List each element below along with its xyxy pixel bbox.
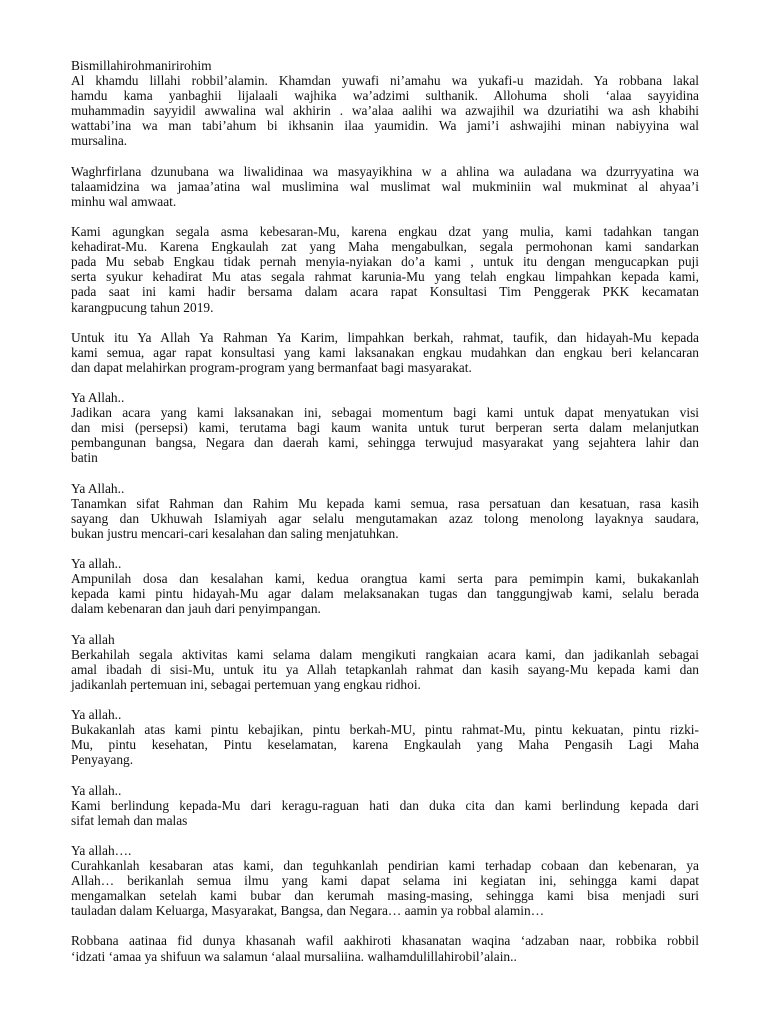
text-line: Penyayang.	[71, 752, 134, 768]
text-line: Kami berlindung kepada-Mu dari keragu-raguan hati dan duka cita dan kami berlindung kepada dari	[71, 797, 699, 813]
paragraph-gap	[71, 692, 699, 707]
text-line: Ya allah..	[71, 782, 122, 798]
text-line: Ya allah….	[71, 842, 132, 858]
text-line: talaamidzina wa jamaa’atina wal muslimina wal muslimat wal mukminiin wal mukminat al ahyaa’i	[71, 178, 699, 194]
text-line: hamdu kama yanbaghii lijalaali wajhika wa’adzimi sulthanik. Allohuma sholi ‘alaa sayyidina	[71, 88, 699, 104]
text-line: pada Mu sebab Engkau tidak pernah menyia-nyiakan do’a kami , untuk itu dengan mengucapkan puji	[71, 254, 699, 270]
paragraph-gap	[71, 149, 699, 164]
paragraph	[71, 58, 699, 149]
text-line: Ya allah	[71, 631, 115, 647]
text-line: Ya allah..	[71, 707, 122, 723]
text-line: Curahkanlah kesabaran atas kami, dan teguhkanlah pendirian kami terhadap cobaan dan kebenaran, ya	[71, 857, 699, 873]
text-line: Al khamdu lillahi robbil’alamin. Khamdan yuwafi ni’amahu wa yukafi-u mazidah. Ya robbana lakal	[71, 73, 699, 89]
document-page	[71, 58, 699, 964]
paragraph	[71, 783, 699, 828]
paragraph	[71, 843, 699, 918]
paragraph	[71, 556, 699, 616]
text-line: mursalina.	[71, 133, 128, 149]
text-line: ‘idzati ‘amaa ya shifuun wa salamun ‘alaal mursaliina. walhamdulillahirobil’alain..	[71, 948, 517, 964]
text-line: Ya Allah..	[71, 480, 125, 496]
text-line: Ya allah..	[71, 556, 122, 572]
paragraph	[71, 707, 699, 767]
text-line: Mu, pintu kesehatan, Pintu keselamatan, karena Engkaulah yang Maha Pengasih Lagi Maha	[71, 737, 699, 753]
paragraph	[71, 933, 699, 963]
paragraph	[71, 632, 699, 692]
paragraph-gap	[71, 209, 699, 224]
text-line: tauladan dalam Keluarga, Masyarakat, Bangsa, dan Negara… aamin ya robbal alamin…	[71, 903, 545, 919]
paragraph-gap	[71, 767, 699, 782]
paragraph-gap	[71, 918, 699, 933]
text-line: Kami agungkan segala asma kebesaran-Mu, karena engkau dzat yang mulia, kami tadahkan tangan	[71, 224, 699, 240]
text-line: batin	[71, 450, 98, 466]
text-line: bukan justru mencari-cari kesalahan dan saling menjatuhkan.	[71, 525, 399, 541]
text-line: sifat lemah dan malas	[71, 812, 188, 828]
text-line: Jadikan acara yang kami laksanakan ini, sebagai momentum bagi kami untuk dapat menyatukan visi	[71, 405, 699, 421]
text-line: muhammadin sayyidil awwalina wal akhirin . wa’alaa aalihi wa azwajihil wa dzuriatihi wa ash khabihi	[71, 103, 699, 119]
text-line: mengamalkan setelah kami bubar dan kerumah masing-masing, sehingga kami bisa menjadi suri	[71, 888, 699, 904]
paragraph-gap	[71, 541, 699, 556]
paragraph	[71, 330, 699, 375]
paragraph-gap	[71, 616, 699, 631]
text-line: serta syukur kehadirat Mu atas segala rahmat karunia-Mu yang telah engkau limpahkan kepada kami,	[71, 269, 699, 285]
text-line: Untuk itu Ya Allah Ya Rahman Ya Karim, limpahkan berkah, rahmat, taufik, dan hidayah-Mu kepada	[71, 329, 699, 345]
paragraph	[71, 224, 699, 315]
text-line: Berkahilah segala aktivitas kami selama dalam mengikuti rangkaian acara kami, dan jadikanlah sebagai	[71, 646, 699, 662]
paragraph-gap	[71, 466, 699, 481]
text-line: sayang dan Ukhuwah Islamiyah agar selalu mengutamakan azaz tolong menolong layaknya saudara,	[71, 510, 699, 526]
text-line: pada saat ini kami hadir bersama dalam acara rapat Konsultasi Tim Penggerak PKK kecamatan	[71, 284, 699, 300]
paragraph-gap	[71, 375, 699, 390]
text-line: amal ibadah di sisi-Mu, untuk itu ya Allah tetapkanlah rahmat dan kasih sayang-Mu kepada kami dan	[71, 661, 699, 677]
text-line: Ya Allah..	[71, 390, 125, 406]
text-line: Waghrfirlana dzunubana wa liwalidinaa wa masyayikhina w a ahlina wa auladana wa dzurryyatina wa	[71, 163, 699, 179]
text-line: dan misi (persepsi) kami, terutama bagi kaum wanita untuk turut berperan serta dalam melanjutkan	[71, 420, 699, 436]
text-line: wattabi’ina wa man tabi’ahum bi ikhsanin ilaa yaumidin. Wa jami’i ashwajihi minan nabiyyina wal	[71, 118, 699, 134]
paragraph	[71, 481, 699, 541]
text-line: kehadirat-Mu. Karena Engkaulah zat yang Maha mengabulkan, segala permohonan kami sandarkan	[71, 239, 699, 255]
text-line: kami semua, agar rapat konsultasi yang kami laksanakan engkau mudahkan dan engkau beri kelancaran	[71, 344, 699, 360]
paragraph	[71, 390, 699, 465]
paragraph	[71, 164, 699, 209]
text-line: Robbana aatinaa fid dunya khasanah wafil aakhiroti khasanatan waqina ‘adzaban naar, robbika robbil	[71, 933, 699, 949]
text-line: dan dapat melahirkan program-program yang bermanfaat bagi masyarakat.	[71, 359, 472, 375]
paragraph-gap	[71, 828, 699, 843]
text-line: dalam kebenaran dan jauh dari penyimpangan.	[71, 601, 321, 617]
text-line: Tanamkan sifat Rahman dan Rahim Mu kepada kami semua, rasa persatuan dan kesatuan, rasa kasih	[71, 495, 699, 511]
text-line: minhu wal amwaat.	[71, 193, 177, 209]
text-line: jadikanlah pertemuan ini, sebagai pertemuan yang engkau ridhoi.	[71, 676, 421, 692]
text-line: karangpucung tahun 2019.	[71, 299, 214, 315]
text-line: pembangunan bangsa, Negara dan daerah kami, sehingga terwujud masyarakat yang sejahtera lahir dan	[71, 435, 699, 451]
text-line: Ampunilah dosa dan kesalahan kami, kedua orangtua kami serta para pemimpin kami, bukakanlah	[71, 571, 699, 587]
text-line: Allah… berikanlah semua ilmu yang kami dapat selama ini kegiatan ini, sehingga kami dapat	[71, 873, 699, 889]
text-line: Bukakanlah atas kami pintu kebajikan, pintu berkah-MU, pintu rahmat-Mu, pintu kekuatan, pintu rizki-	[71, 722, 699, 738]
paragraph-gap	[71, 315, 699, 330]
text-line: Bismillahirohmanirirohim	[71, 58, 212, 73]
text-line: kepada kami pintu hidayah-Mu agar dalam melaksanakan tugas dan tanggungjwab kami, selalu berada	[71, 586, 699, 602]
